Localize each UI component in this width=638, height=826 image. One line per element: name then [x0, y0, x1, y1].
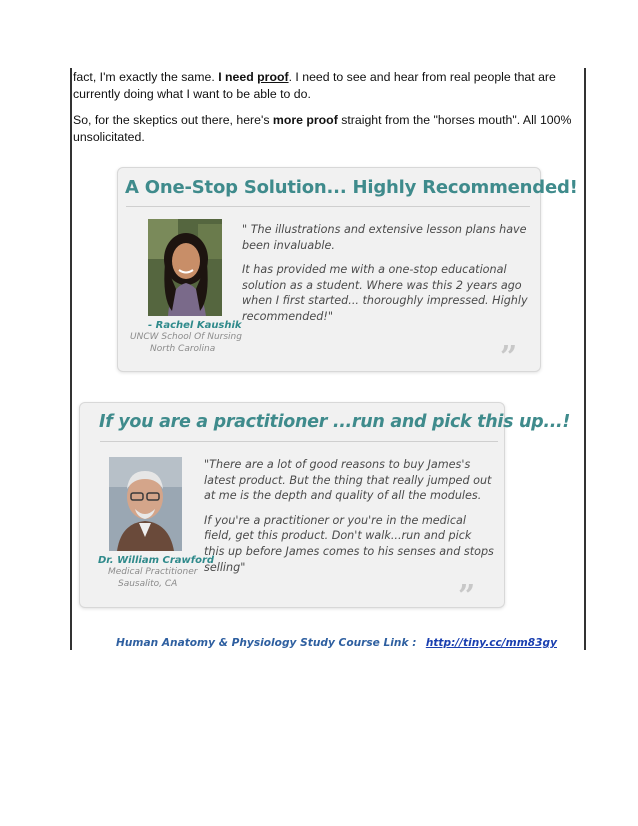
testimonial-card-1: [117, 167, 578, 375]
person-title: Medical Practitioner: [108, 567, 198, 577]
course-link[interactable]: http://tiny.cc/mm83gy: [425, 637, 557, 649]
testimonial-quote: " The illustrations and extensive lesson plans have been invaluable. It has provided me with a one-stop educational solution as a student. Where was this 2 years ago when I first started... thoroughly impressed. Highly recommended!": [242, 223, 528, 323]
title-divider: [126, 206, 530, 207]
person-location: North Carolina: [150, 344, 216, 354]
title-divider: [100, 441, 498, 442]
person-location: Sausalito, CA: [118, 579, 178, 589]
course-link-footer: [116, 637, 557, 649]
testimonial-photo-william: [109, 457, 182, 551]
testimonial-quote: "There are a lot of good reasons to buy James's latest product. But the thing that really jumped out at me is the depth and quality of all the modules. If you're a practitioner or you're in the medical field, get this product. Don't walk...run and pick this up before James comes to his senses and stops selling": [204, 458, 494, 574]
course-link-label: Human Anatomy & Physiology Study Course Link :: [116, 637, 417, 649]
quote-mark-icon: ”: [458, 579, 476, 614]
person-name: - Rachel Kaushik: [148, 320, 242, 331]
testimonial-title: A One-Stop Solution... Highly Recommended!: [125, 177, 578, 198]
intro-paragraph-1: fact, I'm exactly the same. I need proof. I need to see and hear from real people that are currently doing what I want to be able to do.: [73, 70, 556, 101]
person-name: Dr. William Crawford: [98, 555, 215, 566]
testimonial-card-2: [79, 402, 571, 614]
testimonial-title: If you are a practitioner ...run and pick this up...!: [99, 412, 571, 432]
intro-paragraph-2: So, for the skeptics out there, here's more proof straight from the "horses mouth". All 100% unsolicitated.: [73, 113, 572, 144]
person-affiliation: UNCW School Of Nursing: [130, 332, 242, 342]
quote-mark-icon: ”: [500, 340, 518, 375]
testimonial-photo-rachel: [148, 219, 222, 316]
